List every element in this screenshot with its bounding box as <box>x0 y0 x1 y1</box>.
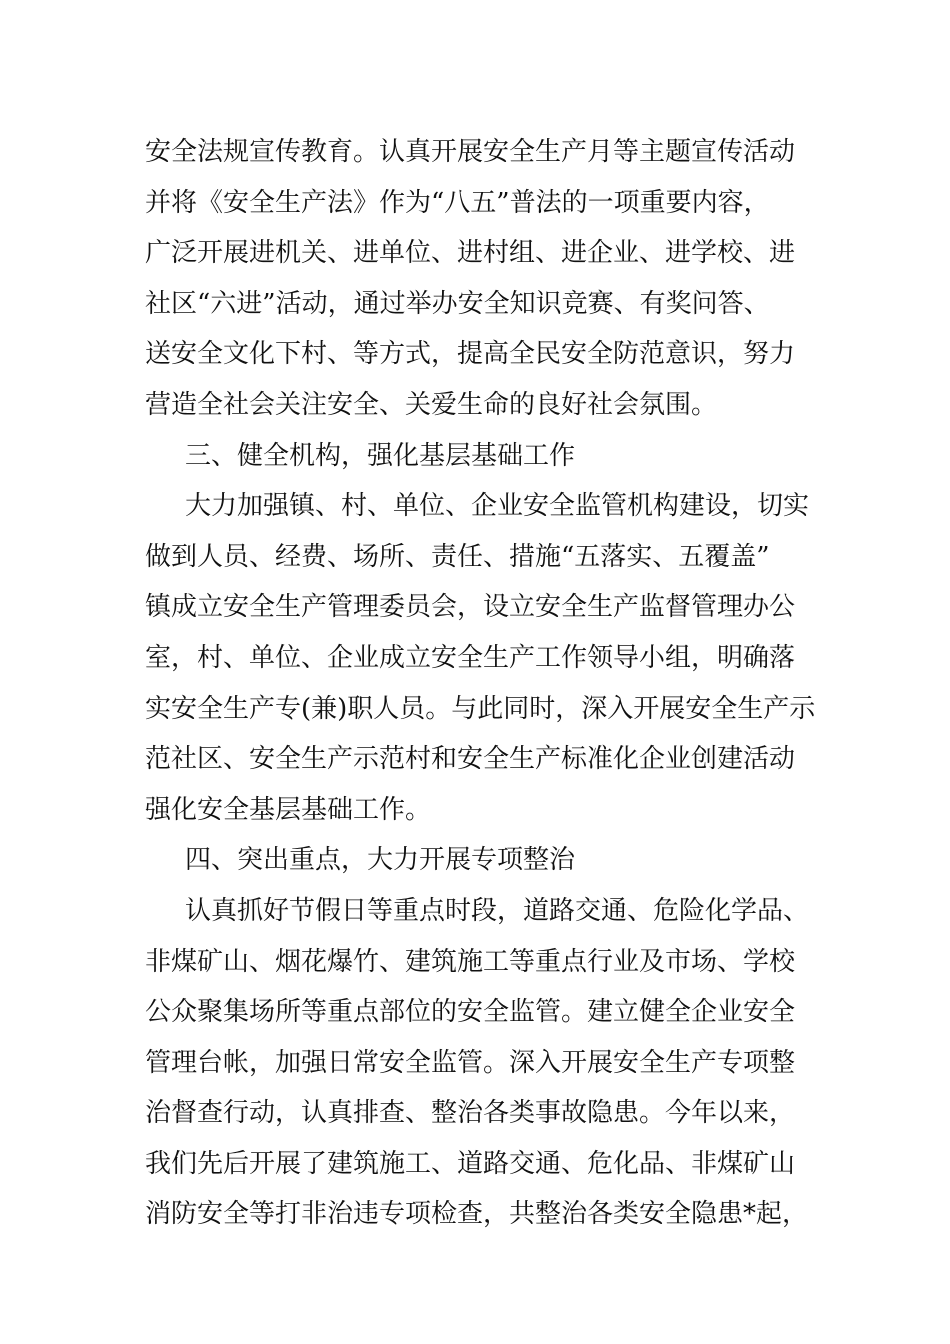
section-heading-3: 三、健全机构，强化基层基础工作 <box>185 440 576 471</box>
body-line: 送安全文化下村、等方式，提高全民安全防范意识，努力 <box>145 339 796 370</box>
body-line: 非煤矿山、烟花爆竹、建筑施工等重点行业及市场、学校 <box>145 946 796 977</box>
body-line: 并将《安全生产法》作为“八五”普法的一项重要内容， <box>145 187 770 218</box>
body-line: 室，村、单位、企业成立安全生产工作领导小组，明确落 <box>145 642 796 673</box>
body-line: 实安全生产专(兼)职人员。与此同时，深入开展安全生产示 <box>145 693 816 724</box>
body-line: 我们先后开展了建筑施工、道路交通、危化品、非煤矿山 <box>145 1148 796 1179</box>
body-line: 范社区、安全生产示范村和安全生产标准化企业创建活动 <box>145 744 796 775</box>
body-line: 治督查行动，认真排查、整治各类事故隐患。今年以来， <box>145 1098 796 1129</box>
body-line: 做到人员、经费、场所、责任、措施“五落实、五覆盖” <box>145 541 770 572</box>
body-line: 管理台帐，加强日常安全监管。深入开展安全生产专项整 <box>145 1047 796 1078</box>
body-line: 镇成立安全生产管理委员会，设立安全生产监督管理办公 <box>145 592 796 623</box>
body-line: 消防安全等打非治违专项检查，共整治各类安全隐患*起， <box>145 1199 809 1230</box>
body-line: 安全法规宣传教育。认真开展安全生产月等主题宣传活动 <box>145 137 796 167</box>
document-body <box>145 127 835 1240</box>
body-line: 营造全社会关注安全、关爱生命的良好社会氛围。 <box>145 389 718 420</box>
body-line: 认真抓好节假日等重点时段，道路交通、危险化学品、 <box>185 895 810 926</box>
body-line: 广泛开展进机关、进单位、进村组、进企业、进学校、进 <box>145 238 796 269</box>
body-line: 强化安全基层基础工作。 <box>145 794 432 825</box>
section-heading-4: 四、突出重点，大力开展专项整治 <box>185 845 576 876</box>
body-line: 社区“六进”活动，通过举办安全知识竞赛、有奖问答、 <box>145 288 770 319</box>
body-line: 大力加强镇、村、单位、企业安全监管机构建设，切实 <box>185 491 810 522</box>
body-line: 公众聚集场所等重点部位的安全监管。建立健全企业安全 <box>145 997 796 1028</box>
